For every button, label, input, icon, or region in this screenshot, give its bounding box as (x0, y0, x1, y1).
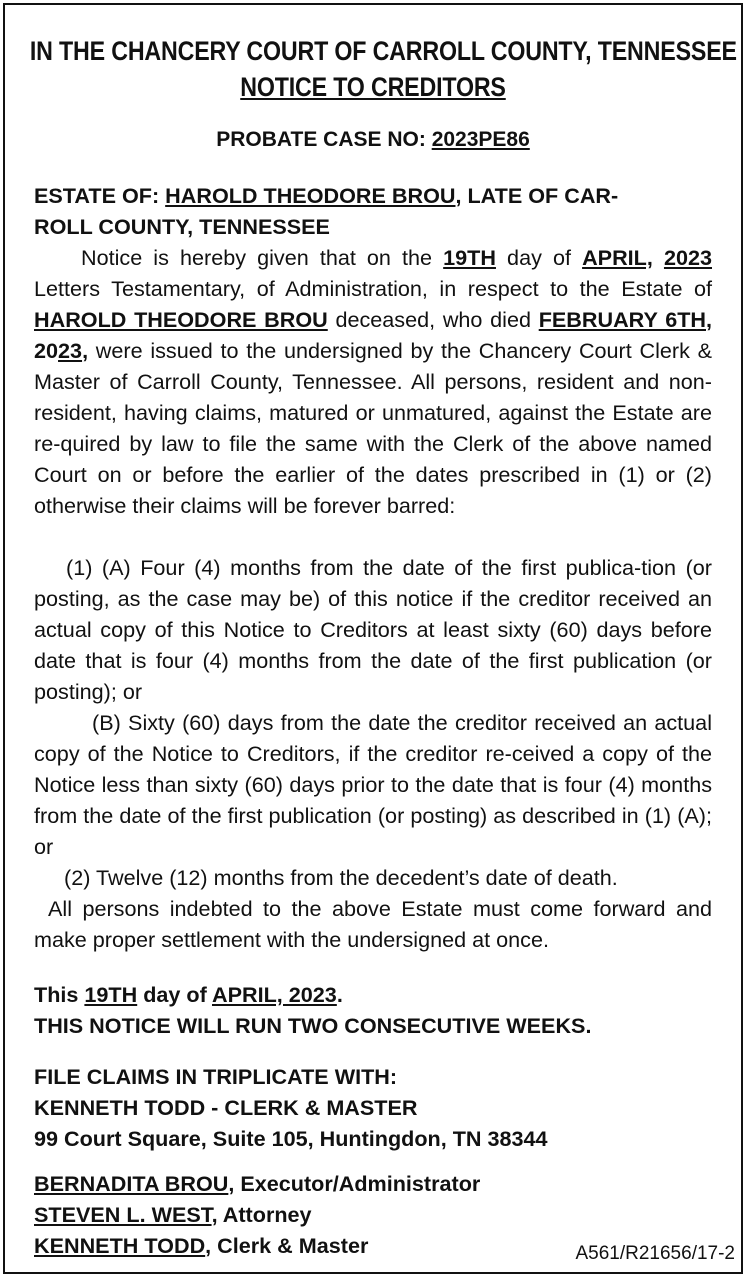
file-claims-title: FILE CLAIMS IN TRIPLICATE WITH: (34, 1064, 398, 1089)
estate-label: ESTATE OF: (34, 183, 166, 208)
case-label: PROBATE CASE NO: (216, 128, 432, 151)
signatory-attorney: STEVEN L. WEST, Attorney (34, 1202, 312, 1227)
estate-heading: ESTATE OF: HAROLD THEODORE BROU, LATE OF CAR- ROLL COUNTY, TENNESSEE (34, 180, 712, 242)
estate-name: HAROLD THEODORE BROU (165, 183, 456, 208)
clerk-address: 99 Court Square, Suite 105, Huntingdon, TN 38344 (34, 1126, 548, 1151)
issue-year: 2023 (663, 245, 712, 270)
estate-county: ROLL COUNTY, TENNESSEE (34, 214, 330, 239)
signatory-clerk: KENNETH TODD, Clerk & Master (34, 1233, 369, 1258)
claim-period-1a: (1) (A) Four (4) months from the date of the first publica-tion (or posting, as the case may be) of this notice if the creditor received an actual copy of this Notice to Creditors at least sixty (60) days before date that is four (4) months from the date of the first publication (or posting); or (34, 555, 712, 704)
claim-period-1b: (B) Sixty (60) days from the date the creditor received an actual copy of the Notice to Creditors, if the creditor re-ceived a copy of the Notice less than sixty (60) days prior to the date that is four (4) months from the date of the first publication (or posting) as described in (1) (A); or (34, 710, 712, 859)
issue-day: 19TH (443, 245, 496, 270)
death-date: FEBRUARY 6TH (538, 307, 706, 332)
issue-month: APRIL, (582, 245, 653, 270)
notice-title: NOTICE TO CREDITORS (240, 72, 506, 102)
file-claims-block (34, 1061, 712, 1154)
notice-border (3, 3, 743, 1274)
claim-period-2: (2) Twelve (12) months from the decedent’s date of death. (64, 865, 618, 890)
dated-line: This 19TH day of APRIL, 2023. THIS NOTICE WILL RUN TWO CONSECUTIVE WEEKS. (34, 979, 712, 1041)
notice-paragraph: Notice is hereby given that on the 19TH day of APRIL, 2023 Letters Testamentary, of Administration, in respect to the Estate of HAROLD THEODORE BROU deceased, who died FEBRUARY 6TH, 2023, were issued to the undersigned by the Chancery Court Clerk & Master of Carroll County, Tennessee. All persons, resident and non-resident, having claims, matured or unmatured, against the Estate are re-quired by law to file the same with the Clerk of the above named Court on or before the earlier of the dates prescribed in (1) or (2) otherwise their claims will be forever barred: (34, 245, 712, 518)
dated-day: 19TH (84, 982, 138, 1007)
signatory-executor: BERNADITA BROU, Executor/Administrator (34, 1171, 481, 1196)
clerk-name: KENNETH TODD - CLERK & MASTER (34, 1095, 418, 1120)
case-number: 2023PE86 (431, 128, 530, 151)
dated-month-year: APRIL, 2023 (212, 982, 337, 1007)
probate-case-number (34, 126, 712, 154)
notice-content (29, 5, 737, 1272)
run-notice: THIS NOTICE WILL RUN TWO CONSECUTIVE WEEKS. (34, 1013, 592, 1038)
indebted-notice: All persons indebted to the above Estate must come forward and make proper settlement with the undersigned at once. (34, 896, 712, 952)
court-heading: IN THE CHANCERY COURT OF CARROLL COUNTY, TENNESSEE (29, 36, 737, 66)
deceased-name: HAROLD THEODORE BROU (34, 307, 328, 332)
ad-reference-number: A561/R21656/17-2 (575, 1243, 735, 1264)
